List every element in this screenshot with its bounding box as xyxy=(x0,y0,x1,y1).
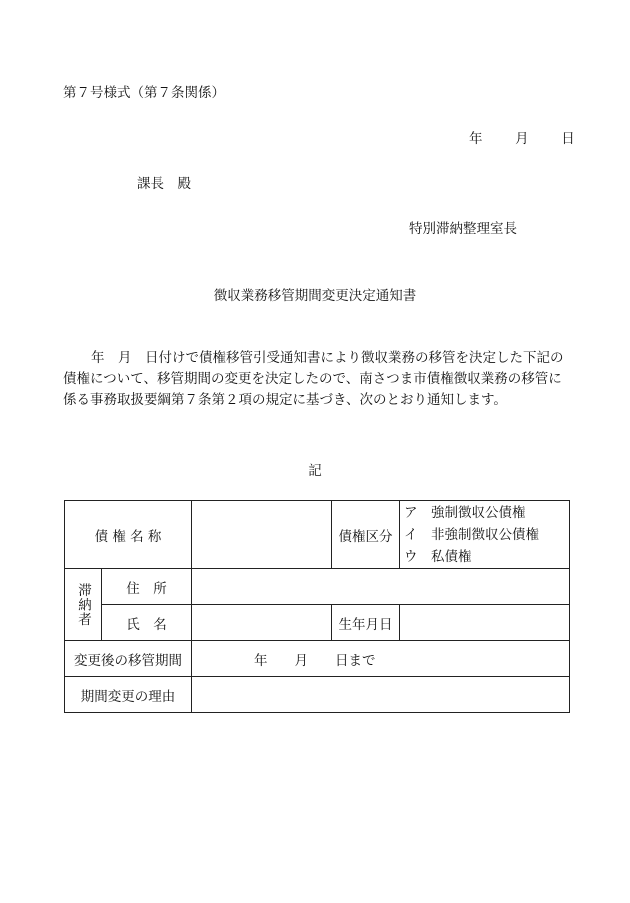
period-value-text: 年 月 日まで xyxy=(254,652,376,669)
form-number: 第７号様式（第７条関係） xyxy=(63,85,225,101)
address-value[interactable] xyxy=(192,569,570,605)
name-label: 氏 名 xyxy=(102,605,192,641)
body-text: 年 月 日付けで債権移管引受通知書により徴収業務の移管を決定した下記の債権について、移管期間の変更を決定したので、南さつま市債権徴収業務の移管に係る事務取扱要綱第７条第２項の規定に基づき、次のとおり通知します。 xyxy=(63,350,564,408)
ki-marker: 記 xyxy=(308,463,322,479)
claim-type-option: ウ 私債権 xyxy=(404,548,472,565)
addressee: 課長 殿 xyxy=(137,176,191,192)
period-value[interactable] xyxy=(192,641,570,677)
date-day: 日 xyxy=(561,131,575,147)
reason-value[interactable] xyxy=(192,677,570,713)
claim-type-options xyxy=(400,501,570,569)
claim-type-option: ア 強制徴収公債権 xyxy=(404,504,526,521)
sender: 特別滞納整理室長 xyxy=(409,221,517,237)
reason-label: 期間変更の理由 xyxy=(65,677,192,713)
claim-name-value[interactable] xyxy=(192,501,332,569)
claim-name-label: 債 権 名 称 xyxy=(65,501,192,569)
period-label: 変更後の移管期間 xyxy=(65,641,192,677)
claim-table xyxy=(64,500,570,713)
birthdate-value[interactable] xyxy=(400,605,570,641)
name-value[interactable] xyxy=(192,605,332,641)
delinquent-label: 滞納者 xyxy=(65,569,102,641)
birthdate-label: 生年月日 xyxy=(332,605,400,641)
claim-type-option: イ 非強制徴収公債権 xyxy=(404,526,539,543)
document-title: 徴収業務移管期間変更決定通知書 xyxy=(213,288,417,304)
date-year: 年 xyxy=(469,131,483,147)
date-month: 月 xyxy=(515,131,529,147)
claim-type-label: 債権区分 xyxy=(332,501,400,569)
address-label: 住 所 xyxy=(102,569,192,605)
date-line xyxy=(469,127,575,147)
